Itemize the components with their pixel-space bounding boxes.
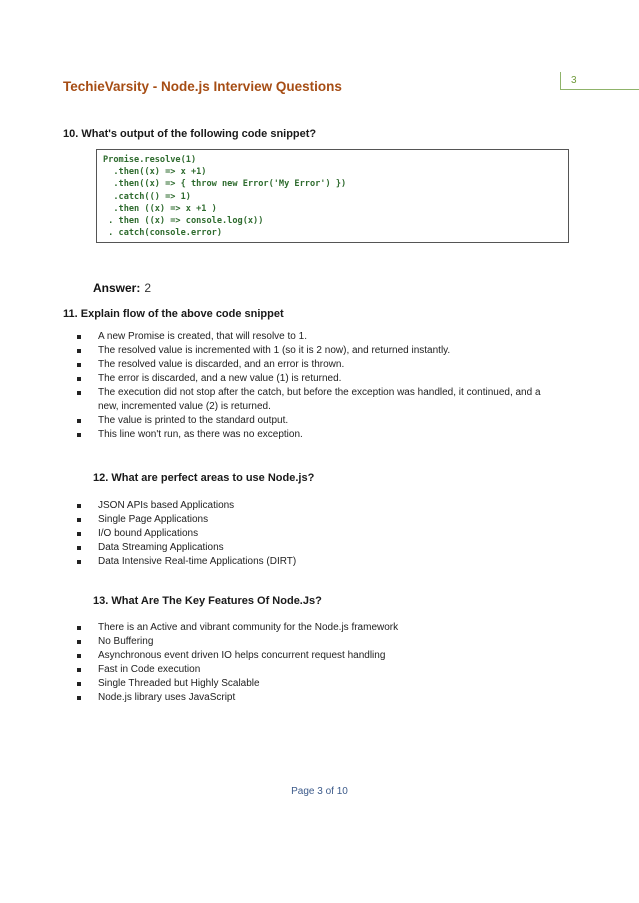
- bullet-icon: [77, 654, 81, 658]
- bullet-icon: [77, 626, 81, 630]
- bullet-icon: [77, 560, 81, 564]
- list-item-text: A new Promise is created, that will resolve to 1.: [98, 331, 307, 342]
- answer-value: 2: [144, 281, 152, 295]
- bullet-icon: [77, 433, 81, 437]
- bullet-icon: [77, 419, 81, 423]
- code-line: . then ((x) => console.log(x)): [103, 216, 264, 227]
- list-item: [63, 358, 563, 372]
- list-item: [63, 621, 563, 635]
- list-item-text: The error is discarded, and a new value (1) is returned.: [98, 373, 342, 384]
- list-item: [63, 649, 563, 663]
- bullet-icon: [77, 682, 81, 686]
- bullet-icon: [77, 546, 81, 550]
- question-12-heading: 12. What are perfect areas to use Node.js?: [93, 472, 315, 484]
- list-item: [63, 428, 563, 442]
- code-line: .catch(() => 1): [103, 191, 191, 202]
- code-snippet-box: [96, 149, 569, 243]
- question-13-heading: 13. What Are The Key Features Of Node.Js?: [93, 595, 322, 607]
- code-line: .then((x) => { throw new Error('My Error') }): [103, 179, 347, 190]
- list-item-text: This line won't run, as there was no exception.: [98, 429, 303, 440]
- list-item: [63, 414, 563, 428]
- list-item-text: Single Threaded but Highly Scalable: [98, 678, 260, 689]
- document-title: TechieVarsity - Node.js Interview Questions: [63, 79, 342, 94]
- list-item: [63, 513, 563, 527]
- list-item-text: JSON APIs based Applications: [98, 500, 235, 511]
- code-line: .then ((x) => x +1 ): [103, 203, 217, 214]
- list-item-text: Asynchronous event driven IO helps concurrent request handling: [98, 650, 386, 661]
- list-item: [63, 691, 563, 705]
- code-line: .then((x) => x +1): [103, 167, 207, 178]
- list-item-text: The resolved value is incremented with 1 (so it is 2 now), and returned instantly.: [98, 345, 451, 356]
- list-item-text: The value is printed to the standard output.: [98, 415, 289, 426]
- list-item-text: Single Page Applications: [98, 514, 209, 525]
- list-item: [63, 386, 563, 414]
- page-footer: Page 3 of 10: [291, 786, 348, 797]
- bullet-icon: [77, 335, 81, 339]
- bullet-icon: [77, 518, 81, 522]
- list-item: [63, 541, 563, 555]
- list-item-text: The resolved value is discarded, and an error is thrown.: [98, 359, 345, 370]
- bullet-icon: [77, 532, 81, 536]
- list-item: [63, 555, 563, 569]
- list-item: [63, 635, 563, 649]
- list-item: [63, 372, 563, 386]
- question-12-list: [63, 499, 563, 569]
- list-item-text: No Buffering: [98, 636, 154, 647]
- list-item-text: Fast in Code execution: [98, 664, 201, 675]
- list-item-text: Data Streaming Applications: [98, 542, 224, 553]
- list-item: [63, 527, 563, 541]
- answer-label: Answer:: [93, 281, 141, 295]
- list-item: [63, 344, 563, 358]
- question-11-list: [63, 330, 563, 442]
- list-item-text: There is an Active and vibrant community for the Node.js framework: [98, 622, 399, 633]
- bullet-icon: [77, 696, 81, 700]
- bullet-icon: [77, 640, 81, 644]
- bullet-icon: [77, 668, 81, 672]
- list-item-text: The execution did not stop after the catch, but before the exception was handled, it continued, and a new, incremented value (2) is returned.: [98, 387, 541, 412]
- list-item: [63, 663, 563, 677]
- list-item: [63, 330, 563, 344]
- bullet-icon: [77, 391, 81, 395]
- bullet-icon: [77, 377, 81, 381]
- page-number-tab: [560, 72, 639, 90]
- list-item-text: I/O bound Applications: [98, 528, 199, 539]
- question-13-list: [63, 621, 563, 705]
- bullet-icon: [77, 349, 81, 353]
- list-item-text: Node.js library uses JavaScript: [98, 692, 236, 703]
- answer-line: [93, 281, 151, 295]
- list-item: [63, 677, 563, 691]
- bullet-icon: [77, 363, 81, 367]
- question-10-heading: 10. What's output of the following code snippet?: [63, 128, 317, 140]
- list-item: [63, 499, 563, 513]
- page-number-tab-label: 3: [571, 75, 577, 86]
- bullet-icon: [77, 504, 81, 508]
- question-11-heading: 11. Explain flow of the above code snippet: [63, 308, 284, 320]
- list-item-text: Data Intensive Real-time Applications (DIRT): [98, 556, 297, 567]
- code-line: Promise.resolve(1): [103, 155, 197, 165]
- code-line: . catch(console.error): [103, 228, 222, 239]
